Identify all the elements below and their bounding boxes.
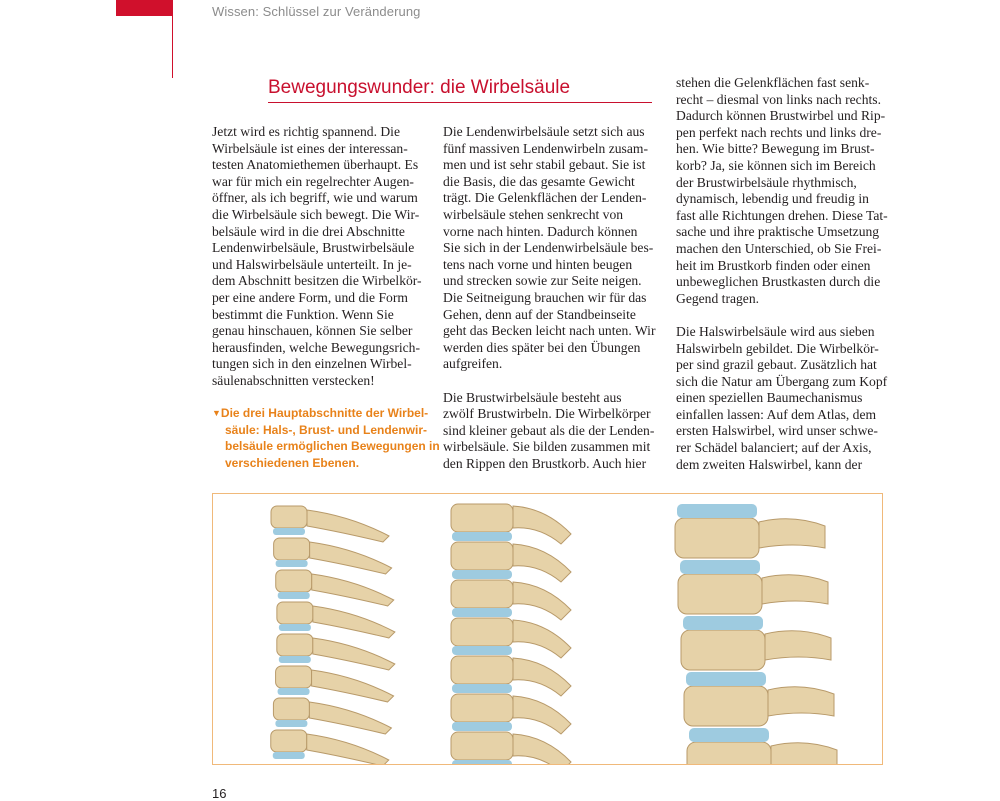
spinous-process [768, 687, 834, 716]
spinous-process [312, 670, 394, 702]
paragraph-gap [443, 373, 658, 390]
spinous-process [513, 620, 571, 658]
lumbar-spine-illustration [675, 504, 837, 764]
text-line: belsäule wird in die drei Abschnitte [212, 223, 405, 239]
text-line: werden dies später bei den Übungen [443, 339, 641, 355]
vertebra-body [451, 542, 513, 570]
text-line: rer Schädel balanciert; auf der Axis, [676, 440, 872, 456]
spinous-process [513, 734, 571, 764]
vertebra-body [271, 506, 307, 528]
text-line: vorne nach hinten. Dadurch können [443, 223, 638, 239]
text-line: die Wirbelsäule sich bewegt. Die Wir- [212, 206, 420, 222]
text-line: men und ist sehr stabil gebaut. Sie ist [443, 157, 646, 173]
intervertebral-disc [452, 608, 512, 617]
text-line: säulenabschnitten verstecken! [212, 372, 375, 388]
intervertebral-disc [452, 570, 512, 579]
text-line: unbeweglichen Brustkasten durch die [676, 274, 881, 290]
page-title: Bewegungswunder: die Wirbelsäule [268, 77, 571, 98]
intervertebral-disc [689, 728, 769, 742]
text-line: testen Anatomiethemen überhaupt. Es [212, 157, 419, 173]
text-line: trägt. Die Gelenkflächen der Lenden- [443, 190, 647, 206]
intervertebral-disc [680, 560, 760, 574]
text-line: per eine andere Form, und die Form [212, 289, 408, 305]
header-accent-line [172, 0, 173, 78]
text-line: fünf massiven Lendenwirbeln zusam- [443, 140, 648, 156]
text-line: pen perfekt nach rechts und links dre- [676, 124, 882, 140]
text-line: fast alle Richtungen drehen. Diese Tat- [676, 207, 888, 223]
intervertebral-disc [278, 592, 310, 599]
spinous-process [513, 544, 571, 582]
caption-text: Die drei Hauptabschnitte der Wirbel- [220, 406, 429, 420]
text-line: sich die Natur am Übergang zum Kopf [676, 373, 888, 389]
caption-line: säule: Hals-, Brust- und Lendenwir- [225, 422, 428, 437]
spinous-process [513, 506, 571, 544]
text-line: stehen die Gelenkflächen fast senk- [676, 75, 870, 90]
text-line: recht – diesmal von links nach rechts. [676, 91, 881, 107]
text-line: Gehen, denn auf der Standbeinseite [443, 306, 636, 322]
text-line: Dadurch können Brustwirbel und Rip- [676, 108, 886, 124]
spinous-process [513, 658, 571, 696]
vertebra-body [277, 634, 313, 656]
text-line: Sie sich in der Lendenwirbelsäule bes- [443, 240, 654, 256]
text-line: sind kleiner gebaut als die der Lenden- [443, 422, 655, 438]
text-line: tens nach vorne und hinten beugen [443, 256, 633, 272]
text-line: bestimmt die Funktion. Wenn Sie [212, 306, 394, 322]
intervertebral-disc [279, 656, 311, 663]
spinous-process [309, 702, 391, 734]
spinous-process [307, 734, 389, 764]
text-line: Halswirbeln gebildet. Die Wirbelkör- [676, 340, 879, 356]
intervertebral-disc [279, 624, 311, 631]
text-line: öffner, als ich begriff, wie und warum [212, 190, 418, 206]
text-line: Gegend tragen. [676, 290, 760, 306]
text-line: Jetzt wird es richtig spannend. Die [212, 124, 400, 139]
text-line: genau hinschauen, können Sie selber [212, 323, 413, 339]
intervertebral-disc [278, 688, 310, 695]
text-line: Die Brustwirbelsäule besteht aus [443, 389, 622, 405]
caption-line: verschiedenen Ebenen. [225, 455, 360, 470]
vertebra-body [684, 686, 768, 726]
thoracic-spine-illustration [451, 504, 571, 764]
text-line: Wirbelsäule ist eines der interessan- [212, 140, 408, 156]
text-line: Die Lendenwirbelsäule setzt sich aus [443, 124, 645, 139]
spinous-process [765, 631, 831, 660]
intervertebral-disc [677, 504, 757, 518]
spinous-process [759, 519, 825, 548]
triangle-down-icon: ▼ [212, 408, 221, 418]
text-line: korb? Ja, sie können sich im Bereich [676, 157, 876, 173]
text-line: tungen sich in den einzelnen Wirbel- [212, 356, 412, 372]
intervertebral-disc [683, 616, 763, 630]
caption-line: belsäule ermöglichen Bewegungen in [225, 439, 440, 454]
intervertebral-disc [452, 722, 512, 731]
spinous-process [313, 606, 395, 638]
text-line: geht das Becken leicht nach unten. Wir [443, 323, 656, 339]
vertebra-body [451, 580, 513, 608]
text-line: Lendenwirbelsäule, Brustwirbelsäule [212, 240, 415, 256]
intervertebral-disc [686, 672, 766, 686]
vertebra-body [681, 630, 765, 670]
vertebra-body [451, 504, 513, 532]
text-line: wirbelsäule. Sie bilden zusammen mit [443, 439, 651, 455]
spinous-process [307, 510, 389, 542]
text-line: und Halswirbelsäule unterteilt. In je- [212, 256, 412, 272]
text-line: und strecken sowie zur Seite neigen. [443, 273, 642, 289]
vertebra-body [451, 732, 513, 760]
page-number: 16 [212, 786, 227, 801]
caption-line [212, 405, 427, 422]
vertebra-body [687, 742, 771, 764]
vertebra-body [675, 518, 759, 558]
spinous-process [513, 582, 571, 620]
figure-caption [212, 405, 440, 471]
vertebra-body [277, 602, 313, 624]
text-line: sache und ihre praktische Umsetzung [676, 224, 880, 240]
text-line: Die Halswirbelsäule wird aus sieben [676, 323, 875, 339]
text-line: war für mich ein regelrechter Augen- [212, 173, 414, 189]
intervertebral-disc [452, 646, 512, 655]
spinous-process [310, 542, 392, 574]
body-column-2 [443, 124, 658, 472]
spinous-process [771, 743, 837, 764]
vertebra-body [276, 666, 312, 688]
text-line: dem Abschnitt besitzen die Wirbelkör- [212, 273, 422, 289]
spinous-process [312, 574, 394, 606]
vertebra-body [273, 698, 309, 720]
text-line: dynamisch, lebendig und freudig in [676, 191, 869, 207]
text-line: aufgreifen. [443, 356, 503, 372]
text-line: einen speziellen Baumechanismus [676, 390, 863, 406]
intervertebral-disc [276, 560, 308, 567]
text-line: machen den Unterschied, ob Sie Frei- [676, 240, 882, 256]
text-line: die Basis, die das gesamte Gewicht [443, 173, 635, 189]
cervical-spine-illustration [271, 506, 395, 764]
text-line: per sind grazil gebaut. Zusätzlich hat [676, 357, 877, 373]
header-accent-tab [116, 0, 172, 16]
body-column-3 [676, 75, 891, 473]
intervertebral-disc [452, 760, 512, 764]
text-line: Die Seitneigung brauchen wir für das [443, 289, 647, 305]
vertebra-body [271, 730, 307, 752]
spinous-process [513, 696, 571, 734]
intervertebral-disc [273, 528, 305, 535]
text-line: einfallen lassen: Auf dem Atlas, dem [676, 406, 877, 422]
vertebra-body [451, 656, 513, 684]
intervertebral-disc [275, 720, 307, 727]
intervertebral-disc [452, 684, 512, 693]
body-column-1 [212, 124, 427, 390]
text-line: der Brustwirbelsäule rhythmisch, [676, 174, 857, 190]
text-line: ersten Halswirbel, wird unser schwe- [676, 423, 878, 439]
text-line: zwölf Brustwirbeln. Die Wirbelkörper [443, 406, 651, 422]
intervertebral-disc [273, 752, 305, 759]
text-line: hen. Wie bitte? Bewegung im Brust- [676, 141, 875, 157]
title-underline [268, 102, 652, 103]
vertebra-body [451, 694, 513, 722]
vertebra-body [451, 618, 513, 646]
running-head: Wissen: Schlüssel zur Veränderung [212, 4, 421, 19]
text-line: den Rippen den Brustkorb. Auch hier [443, 455, 647, 471]
spine-illustration [213, 494, 882, 764]
text-line: dem zweiten Halswirbel, kann der [676, 456, 863, 472]
spinous-process [762, 575, 828, 604]
vertebra-body [276, 570, 312, 592]
text-line: herausfinden, welche Bewegungsrich- [212, 339, 420, 355]
vertebra-body [678, 574, 762, 614]
text-line: heit im Brustkorb finden oder einen [676, 257, 871, 273]
vertebra-body [274, 538, 310, 560]
spine-illustration-frame [212, 493, 883, 765]
text-line: wirbelsäule stehen senkrecht von [443, 206, 624, 222]
paragraph-gap [676, 307, 891, 324]
intervertebral-disc [452, 532, 512, 541]
spinous-process [313, 638, 395, 670]
